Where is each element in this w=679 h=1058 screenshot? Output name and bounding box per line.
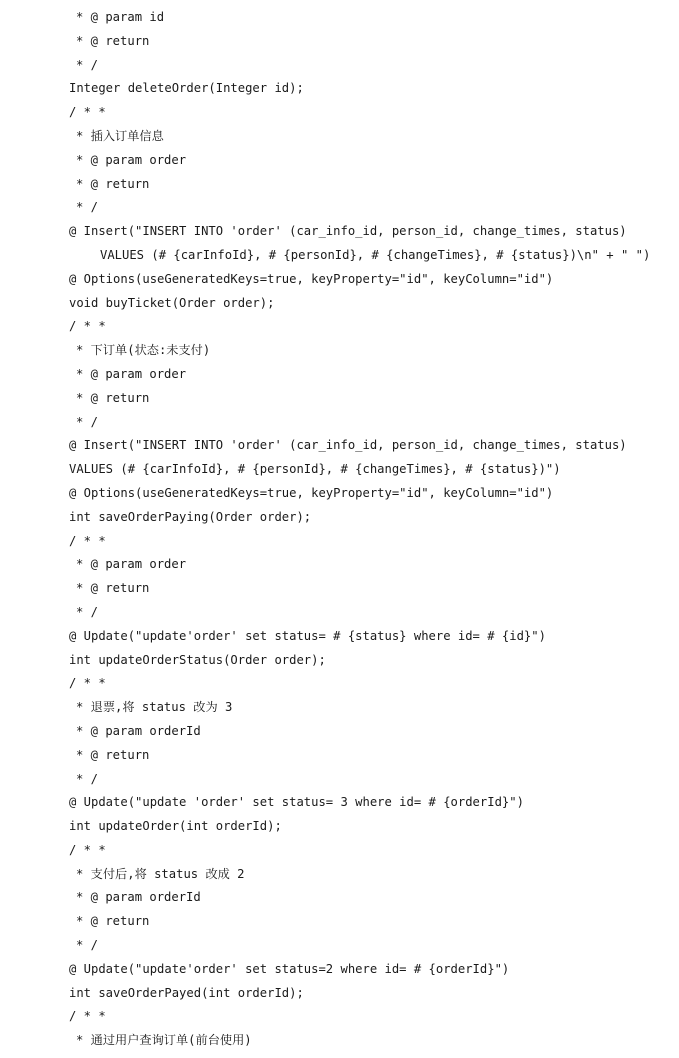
code-line: VALUES (# {carInfoId}, # {personId}, # {changeTimes}, # {status})")	[69, 462, 561, 477]
code-line: int saveOrderPaying(Order order);	[69, 509, 312, 524]
code-line: * 下订单(状态:未支付)	[76, 343, 211, 358]
code-line: * /	[76, 57, 99, 72]
code-line: / * *	[69, 533, 106, 548]
code-line: * 支付后,将 status 改成 2	[76, 866, 245, 881]
code-line: / * *	[69, 319, 106, 334]
code-line: @ Update("update'order' set status= # {status} where id= # {id}")	[69, 628, 546, 643]
code-line: @ Update("update'order' set status=2 where id= # {orderId}")	[69, 961, 510, 976]
code-line: * @ return	[76, 581, 150, 596]
code-line: int updateOrderStatus(Order order);	[69, 652, 326, 667]
code-line: @ Options(useGeneratedKeys=true, keyProperty="id", keyColumn="id")	[69, 271, 554, 286]
code-line: * @ return	[76, 914, 150, 929]
code-line: * 插入订单信息	[76, 128, 164, 143]
code-line: * /	[76, 200, 99, 215]
code-line: / * *	[69, 676, 106, 691]
code-line: * 退票,将 status 改为 3	[76, 700, 233, 715]
code-line: * /	[76, 938, 99, 953]
code-line: * @ param order	[76, 152, 187, 167]
code-line: * @ param id	[76, 10, 165, 24]
code-line: int updateOrder(int orderId);	[69, 819, 282, 834]
code-line: * @ param order	[76, 557, 187, 572]
code-line: * /	[76, 604, 99, 619]
code-line: / * *	[69, 105, 106, 120]
code-line: @ Update("update 'order' set status= 3 where id= # {orderId}")	[69, 795, 524, 810]
code-line: Integer deleteOrder(Integer id);	[69, 81, 304, 96]
code-line: / * *	[69, 842, 106, 857]
code-line: * @ return	[76, 33, 150, 48]
code-listing	[0, 6, 679, 1053]
code-line: * 通过用户查询订单(前台使用)	[76, 1033, 252, 1048]
code-line: * @ param order	[76, 366, 187, 381]
code-line: * @ return	[76, 176, 150, 191]
code-line: int saveOrderPayed(int orderId);	[69, 985, 304, 1000]
code-line: * @ param orderId	[76, 890, 201, 905]
code-line: / * *	[69, 1009, 106, 1024]
code-line: * /	[76, 771, 99, 786]
code-line: @ Insert("INSERT INTO 'order' (car_info_id, person_id, change_times, status)	[69, 438, 627, 453]
code-line: * @ return	[76, 747, 150, 762]
code-line: * @ return	[76, 390, 150, 405]
code-line: VALUES (# {carInfoId}, # {personId}, # {changeTimes}, # {status})\n" + " ")	[100, 247, 651, 262]
code-line: @ Options(useGeneratedKeys=true, keyProperty="id", keyColumn="id")	[69, 485, 554, 500]
code-line: * /	[76, 414, 99, 429]
code-line: * @ param orderId	[76, 723, 201, 738]
code-line: void buyTicket(Order order);	[69, 295, 275, 310]
code-line: @ Insert("INSERT INTO 'order' (car_info_id, person_id, change_times, status)	[69, 224, 627, 239]
